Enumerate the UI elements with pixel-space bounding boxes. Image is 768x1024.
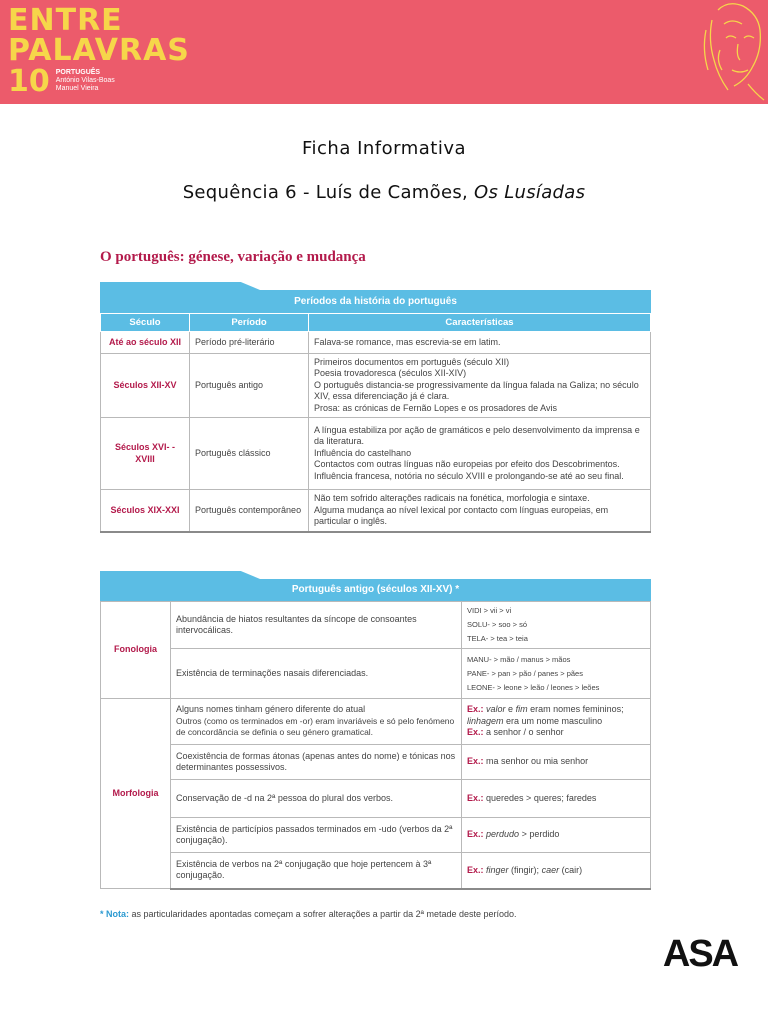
description-cell: Existência de particípios passados terminados em -udo (verbos da 2ª conjugação). — [171, 818, 462, 853]
century-cell: Até ao século XII — [101, 332, 190, 354]
features-cell: Falava-se romance, mas escrevia-se em latim. — [309, 332, 651, 354]
examples-cell: MANU- > mão / manus > mãos PANE- > pan > pão / panes > pães LEONE- > leone > leão / leones > leões — [462, 649, 651, 699]
table-row — [101, 490, 651, 532]
header-banner — [0, 0, 768, 104]
table-row — [101, 649, 651, 699]
examples-cell: Ex.: valor e fim eram nomes femininos; linhagem era um nome masculino Ex.: a senhor / o senhor — [462, 699, 651, 745]
document-header — [0, 138, 768, 203]
period-cell: Português contemporâneo — [190, 490, 309, 532]
subtitle-work: Os Lusíadas — [474, 182, 586, 203]
features-cell: Primeiros documentos em português (século XII) Poesia trovadoresca (séculos XII-XIV) O português distancia-se progressivamente da língua falada na Galiza; no século XIV, essa diferenciação já é clara. Prosa: as crónicas de Fernão Lopes e os prosadores de Avis — [309, 354, 651, 418]
document-subtitle — [0, 182, 768, 203]
brand-logo — [8, 3, 190, 99]
periods-grid — [100, 313, 651, 533]
table-row — [101, 332, 651, 354]
column-header: Características — [309, 314, 651, 332]
period-cell: Português antigo — [190, 354, 309, 418]
century-cell: Séculos XII-XV — [101, 354, 190, 418]
table-row — [101, 745, 651, 780]
table-row — [101, 602, 651, 649]
examples-cell: Ex.: finger (fingir); caer (cair) — [462, 853, 651, 889]
examples-cell: VIDI > vii > vi SOLU- > soo > só TELA- > tea > teia — [462, 602, 651, 649]
table-row — [101, 818, 651, 853]
features-cell: Não tem sofrido alterações radicais na fonética, morfologia e sintaxe. Alguma mudança ao nível lexical por contacto com línguas europeias, em particular o inglês. — [309, 490, 651, 532]
old-portuguese-table — [100, 571, 651, 890]
brand-line1: ENTRE — [8, 3, 123, 38]
table-row — [101, 418, 651, 490]
table-row — [101, 780, 651, 818]
brand-author1: António Vilas-Boas — [55, 77, 115, 84]
subtitle-prefix: Sequência 6 - Luís de Camões, — [182, 182, 475, 203]
table-caption: Português antigo (séculos XII-XV) * — [100, 579, 651, 601]
table-tab — [100, 571, 260, 579]
footnote — [100, 909, 517, 919]
periods-table — [100, 282, 651, 533]
table-row — [101, 853, 651, 889]
old-portuguese-grid — [100, 601, 651, 890]
examples-cell: Ex.: ma senhor ou mia senhor — [462, 745, 651, 780]
description-cell: Abundância de hiatos resultantes da síncope de consoantes intervocálicas. — [171, 602, 462, 649]
section-title: O português: génese, variação e mudança — [100, 249, 366, 265]
examples-cell: Ex.: perdudo > perdido — [462, 818, 651, 853]
description-cell: Alguns nomes tinham género diferente do atual Outros (como os terminados em -or) eram invariáveis e só pelo fenómeno de concordância se definia o seu género gramatical. — [171, 699, 462, 745]
description-cell: Existência de verbos na 2ª conjugação que hoje pertencem à 3ª conjugação. — [171, 853, 462, 889]
asa-publisher-logo — [662, 930, 738, 975]
features-cell: A língua estabiliza por ação de gramáticos e pelo desenvolvimento da imprensa e da literatura. Influência do castelhano Contactos com outras línguas não europeias por efeito dos Descobrimentos. Influência francesa, notória no século XVIII e prolongando-se até ao seu final. — [309, 418, 651, 490]
category-cell: Fonologia — [101, 602, 171, 699]
description-cell: Existência de terminações nasais diferenciadas. — [171, 649, 462, 699]
description-cell: Conservação de -d na 2ª pessoa do plural dos verbos. — [171, 780, 462, 818]
brand-author2: Manuel Vieira — [55, 85, 99, 92]
table-row — [101, 699, 651, 745]
column-header: Período — [190, 314, 309, 332]
footnote-label: * Nota: — [100, 909, 129, 919]
portrait-illustration-icon — [698, 0, 768, 104]
examples-cell: Ex.: queredes > queres; faredes — [462, 780, 651, 818]
category-cell: Morfologia — [101, 699, 171, 889]
brand-subject: PORTUGUÊS — [55, 69, 101, 76]
period-cell: Período pré-literário — [190, 332, 309, 354]
brand-grade: 10 — [8, 64, 50, 99]
table-tab — [100, 282, 260, 290]
brand-line2: PALAVRAS — [8, 33, 190, 68]
table-caption: Períodos da história do português — [100, 290, 651, 313]
century-cell: Séculos XIX-XXI — [101, 490, 190, 532]
description-cell: Coexistência de formas átonas (apenas antes do nome) e tónicas nos determinantes possessivos. — [171, 745, 462, 780]
svg-text:ASA: ASA — [662, 933, 738, 975]
document-title: Ficha Informativa — [301, 138, 467, 159]
century-cell: Séculos XVI- -XVIII — [101, 418, 190, 490]
period-cell: Português clássico — [190, 418, 309, 490]
column-header: Século — [101, 314, 190, 332]
footnote-text: as particularidades apontadas começam a sofrer alterações a partir da 2ª metade deste período. — [129, 909, 517, 919]
table-row — [101, 354, 651, 418]
